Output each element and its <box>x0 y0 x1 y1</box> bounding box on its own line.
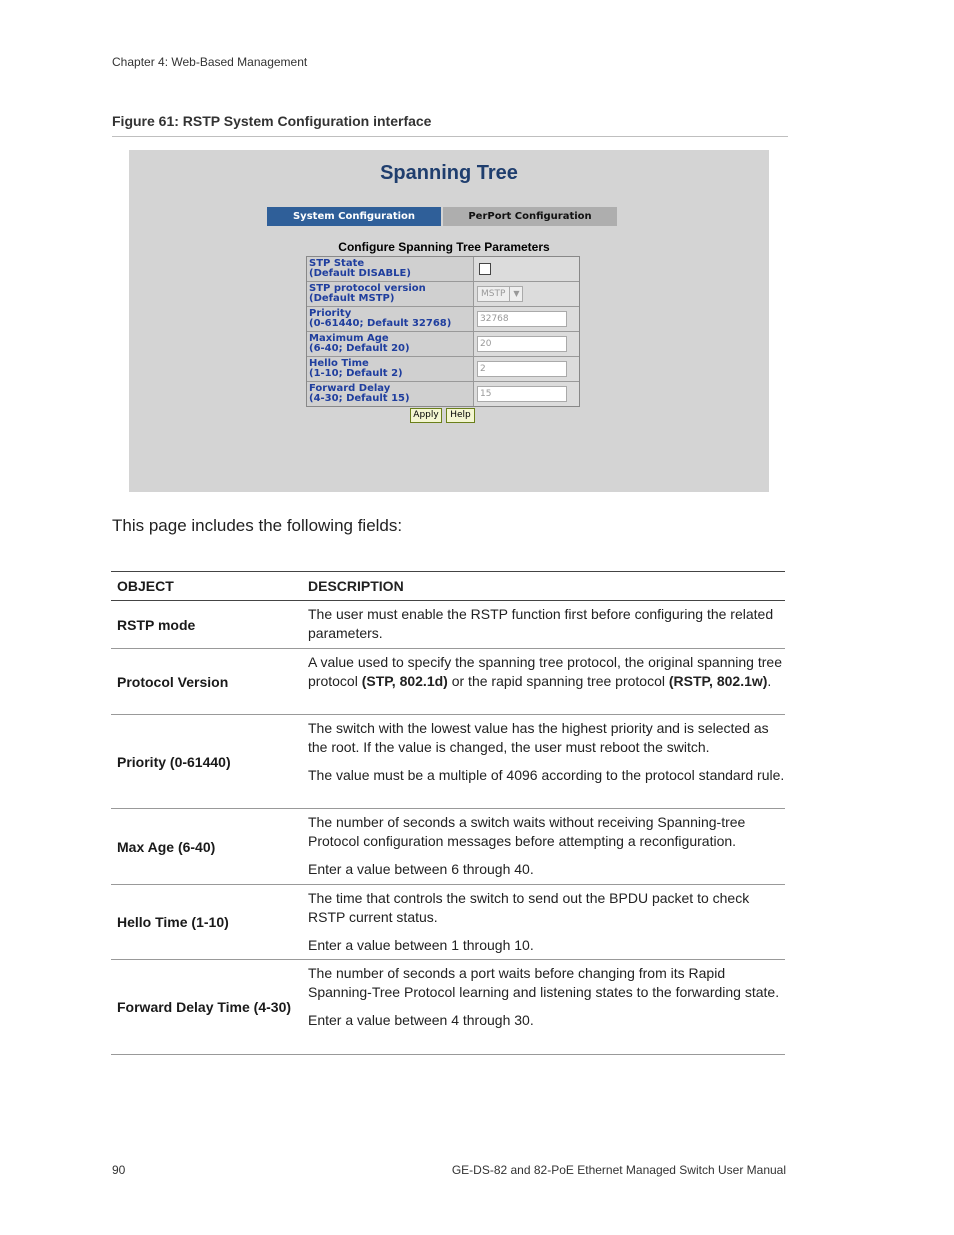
description-text: or the rapid spanning tree protocol <box>447 673 669 689</box>
param-label-line2: (0-61440; Default 32768) <box>309 318 452 329</box>
param-label <box>307 357 474 381</box>
param-row-priority <box>307 307 579 332</box>
row-object: Hello Time (1-10) <box>117 914 229 930</box>
param-label-line1: Hello Time <box>309 358 369 369</box>
param-label <box>307 257 474 281</box>
param-value-cell <box>474 282 579 306</box>
table-row <box>111 601 785 649</box>
param-label-line1: Forward Delay <box>309 383 391 394</box>
param-label-line2: (Default MSTP) <box>309 293 395 304</box>
row-object: Priority (0-61440) <box>117 753 231 770</box>
param-label-line1: Priority <box>309 308 352 319</box>
param-label <box>307 382 474 406</box>
description-paragraph: The time that controls the switch to send out the BPDU packet to check RSTP current status. <box>308 890 750 925</box>
description-emphasis: (STP, 802.1d) <box>361 673 448 689</box>
description-paragraph <box>308 653 785 691</box>
fields-table <box>111 571 785 1055</box>
row-object: Forward Delay Time (4-30) <box>117 999 292 1015</box>
row-description <box>308 601 785 648</box>
screenshot-panel <box>129 150 769 492</box>
param-row-hello-time <box>307 357 579 382</box>
hello-time-input[interactable]: 2 <box>477 361 567 377</box>
tab-perport-configuration[interactable]: PerPort Configuration <box>443 207 617 226</box>
param-label-line2: (6-40; Default 20) <box>309 343 410 354</box>
param-label <box>307 282 474 306</box>
select-value: MSTP <box>481 289 506 299</box>
param-label-line2: (1-10; Default 2) <box>309 368 403 379</box>
row-object: RSTP mode <box>117 616 196 633</box>
caption-divider <box>112 136 788 137</box>
param-label-line1: STP protocol version <box>309 283 426 294</box>
stp-state-checkbox[interactable] <box>479 263 491 275</box>
manual-title: GE-DS-82 and 82-PoE Ethernet Managed Switch User Manual <box>451 1163 786 1177</box>
priority-input[interactable]: 32768 <box>477 311 567 327</box>
description-text: . <box>767 673 772 689</box>
table-row <box>111 649 785 715</box>
help-button[interactable]: Help <box>446 408 475 423</box>
param-label-line2: (Default DISABLE) <box>309 268 411 279</box>
tab-system-configuration[interactable]: System Configuration <box>267 207 441 226</box>
header-object: OBJECT <box>117 578 174 594</box>
row-description <box>308 649 785 714</box>
intro-text: This page includes the following fields: <box>112 516 403 535</box>
table-row <box>111 809 785 885</box>
param-value-cell <box>474 332 579 356</box>
screen-title: Spanning Tree <box>380 162 518 184</box>
forward-delay-input[interactable]: 15 <box>477 386 567 402</box>
row-object: Protocol Version <box>117 673 229 690</box>
header-description: DESCRIPTION <box>308 577 404 594</box>
param-label-line1: Maximum Age <box>309 333 389 344</box>
section-title: Configure Spanning Tree Parameters <box>338 240 550 254</box>
param-value-cell <box>474 357 579 381</box>
param-row-stp-state <box>307 257 579 282</box>
description-emphasis: (RSTP, 802.1w) <box>668 673 768 689</box>
description-paragraph: Enter a value between 1 through 10. <box>308 937 534 953</box>
param-value-cell <box>474 382 579 406</box>
page-number: 90 <box>112 1163 126 1177</box>
parameters-table <box>306 256 580 407</box>
description-paragraph: The switch with the lowest value has the highest priority and is selected as the root. If the value is changed, the user must reboot the switch. <box>308 720 769 755</box>
chapter-header: Chapter 4: Web-Based Management <box>112 55 308 69</box>
param-label-line2: (4-30; Default 15) <box>309 393 410 404</box>
description-paragraph: The user must enable the RSTP function first before configuring the related parameters. <box>308 606 774 641</box>
table-row <box>111 960 785 1055</box>
param-row-max-age <box>307 332 579 357</box>
description-paragraph: The number of seconds a port waits before changing from its Rapid Spanning-Tree Protocol learning and listening states to the forwarding state. <box>308 965 780 1000</box>
protocol-version-select[interactable] <box>477 286 523 302</box>
description-paragraph: Enter a value between 4 through 30. <box>308 1012 534 1028</box>
row-object: Max Age (6-40) <box>117 838 216 855</box>
max-age-input[interactable]: 20 <box>477 336 567 352</box>
table-row <box>111 885 785 960</box>
table-row <box>111 715 785 809</box>
param-row-forward-delay <box>307 382 579 406</box>
param-label-line1: STP State <box>309 258 365 269</box>
figure-caption: Figure 61: RSTP System Configuration interface <box>112 113 432 129</box>
row-description <box>308 715 785 808</box>
description-paragraph: The number of seconds a switch waits without receiving Spanning-tree Protocol configuration messages before attempting a reconfiguration. <box>308 814 746 849</box>
description-paragraph: The value must be a multiple of 4096 according to the protocol standard rule. <box>308 767 785 783</box>
param-value-cell <box>474 307 579 331</box>
param-label <box>307 332 474 356</box>
row-description <box>308 809 785 884</box>
row-description <box>308 960 785 1054</box>
chevron-down-icon: ▼ <box>509 287 522 301</box>
apply-button[interactable]: Apply <box>410 408 442 423</box>
param-value-cell <box>474 257 579 281</box>
row-description <box>308 885 785 959</box>
param-label <box>307 307 474 331</box>
description-text: A value used to specify the spanning tree protocol, the original spanning tree protocol <box>308 654 782 689</box>
description-paragraph: Enter a value between 6 through 40. <box>308 861 534 877</box>
table-header-row <box>111 572 785 601</box>
param-row-protocol-version <box>307 282 579 307</box>
